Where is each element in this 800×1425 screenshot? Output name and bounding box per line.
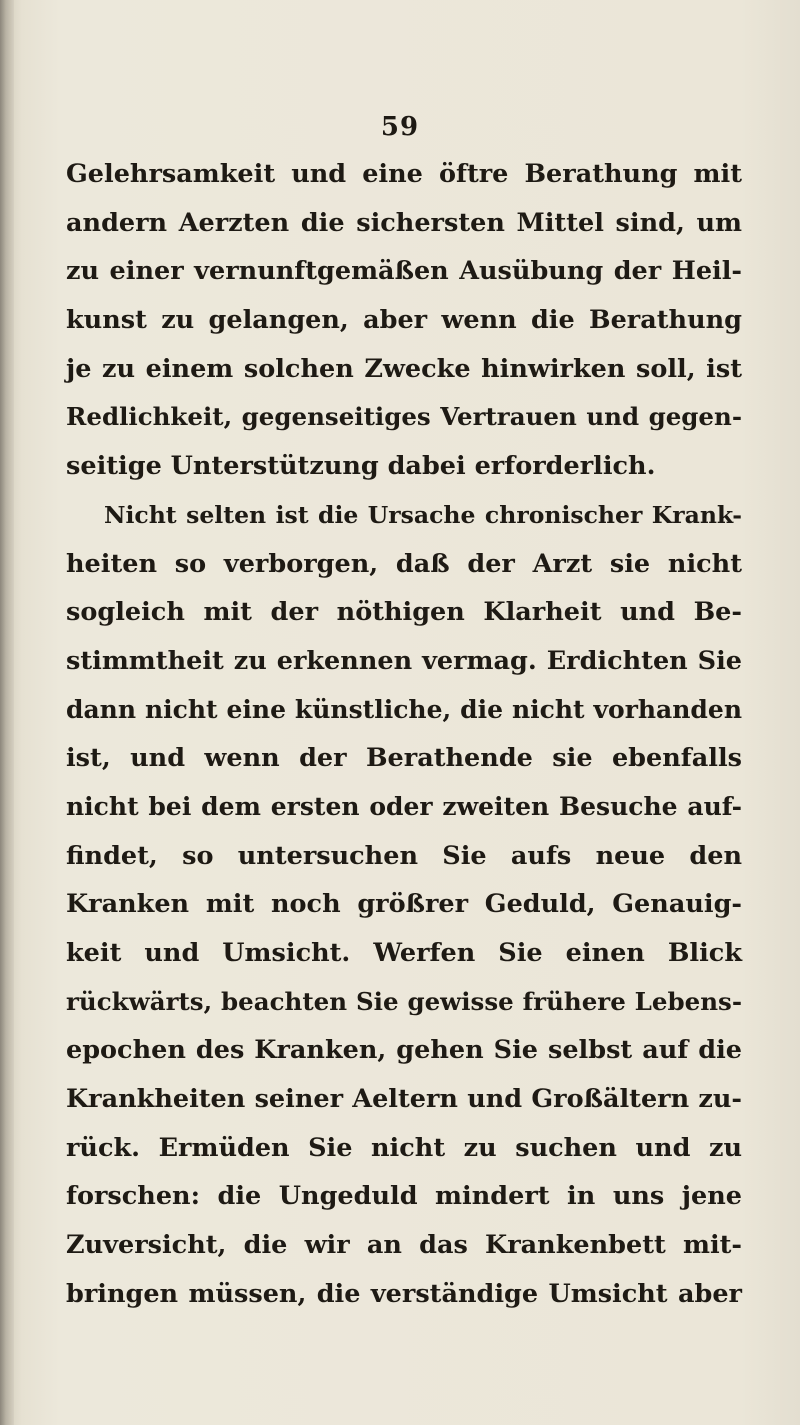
text-line: sogleich mit der nöthigen Klarheit und Be- bbox=[66, 597, 742, 628]
text-line: nicht bei dem ersten oder zweiten Besuche auf- bbox=[66, 791, 742, 821]
page-number: 59 bbox=[380, 112, 420, 142]
text-line: Kranken mit noch größrer Geduld, Genauig- bbox=[66, 889, 742, 920]
text-line: heiten so verborgen, daß der Arzt sie nicht bbox=[66, 548, 742, 579]
text-line: Redlichkeit, gegenseitiges Vertrauen und gegen- bbox=[66, 402, 742, 432]
text-line: rück. Ermüden Sie nicht zu suchen und zu bbox=[66, 1132, 742, 1163]
page-gutter bbox=[0, 0, 14, 1425]
text-line: dann nicht eine künstliche, die nicht vorhanden bbox=[66, 694, 742, 724]
text-line: epochen des Kranken, gehen Sie selbst auf die bbox=[66, 1035, 742, 1066]
text-line: keit und Umsicht. Werfen Sie einen Blick bbox=[66, 938, 742, 968]
text-line: forschen: die Ungeduld mindert in uns jene bbox=[66, 1181, 742, 1212]
text-line: findet, so untersuchen Sie aufs neue den bbox=[66, 840, 742, 871]
text-line: Gelehrsamkeit und eine öftre Berathung mit bbox=[66, 159, 742, 189]
text-line: seitige Unterstützung dabei erforderlich. bbox=[66, 451, 656, 482]
text-line: je zu einem solchen Zwecke hinwirken soll, ist bbox=[66, 353, 742, 384]
text-line: Zuversicht, die wir an das Krankenbett mit- bbox=[66, 1230, 742, 1261]
text-line: Krankheiten seiner Aeltern und Großältern zu- bbox=[66, 1084, 742, 1115]
text-line: zu einer vernunftgemäßen Ausübung der Heil- bbox=[66, 256, 742, 287]
text-line: bringen müssen, die verständige Umsicht aber bbox=[66, 1278, 742, 1309]
text-line: kunst zu gelangen, aber wenn die Berathung bbox=[66, 305, 742, 336]
text-line: andern Aerzten die sichersten Mittel sind, um bbox=[66, 207, 742, 238]
text-line: rückwärts, beachten Sie gewisse frühere Lebens- bbox=[66, 986, 742, 1016]
body-text bbox=[66, 150, 742, 1319]
text-line: ist, und wenn der Berathende sie ebenfalls bbox=[66, 743, 742, 774]
text-line: Nicht selten ist die Ursache chronischer Krank- bbox=[104, 500, 742, 529]
text-line: stimmtheit zu erkennen vermag. Erdichten Sie bbox=[66, 645, 742, 676]
